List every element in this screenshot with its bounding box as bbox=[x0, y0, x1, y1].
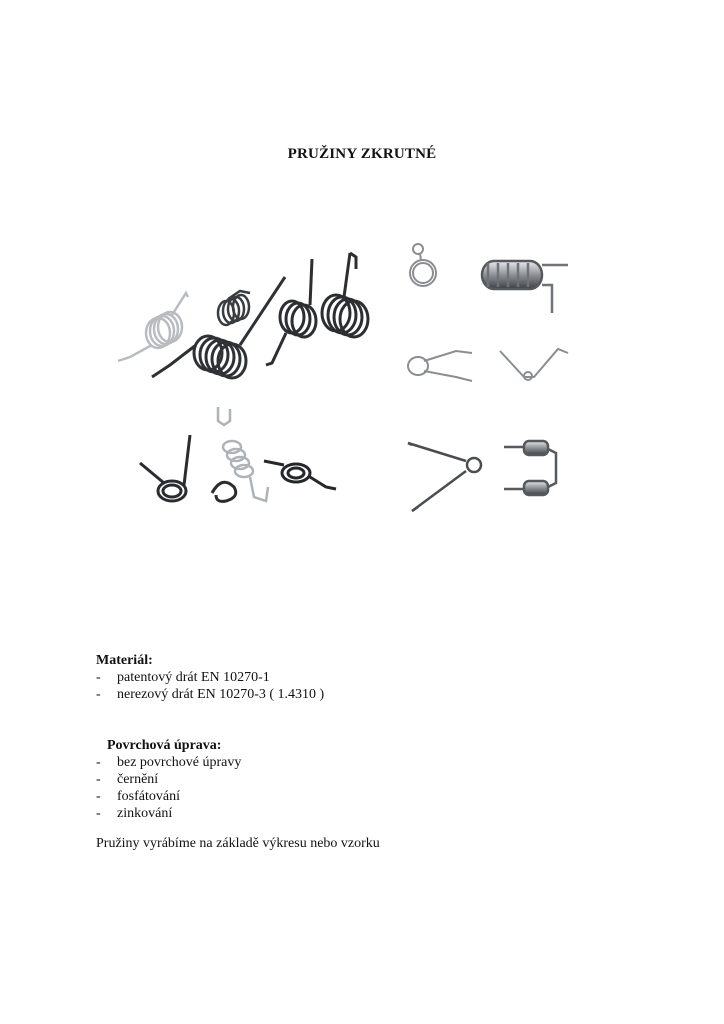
bullet-dash: - bbox=[96, 755, 101, 770]
spring-dark-long-leg-icon bbox=[152, 277, 285, 378]
spring-v-wide-icon bbox=[500, 349, 568, 380]
spring-flat-spiral-icon bbox=[140, 435, 236, 501]
material-section bbox=[96, 652, 324, 703]
bullet-dash: - bbox=[96, 789, 101, 804]
bullet-dash: - bbox=[96, 806, 101, 821]
surface-heading: Povrchová úprava: bbox=[107, 738, 222, 753]
surface-item-text: bez povrchové úpravy bbox=[117, 755, 242, 770]
spring-ring-icon bbox=[410, 244, 436, 286]
spring-dark-double-icon bbox=[266, 253, 368, 365]
spring-coil-leg-icon bbox=[482, 261, 568, 313]
spring-dark-flat-icon bbox=[264, 461, 336, 489]
bullet-dash: - bbox=[96, 772, 101, 787]
surface-item-text: fosfátování bbox=[117, 789, 180, 804]
bullet-dash: - bbox=[96, 670, 101, 685]
spring-v-long-icon bbox=[408, 443, 481, 511]
list-item bbox=[96, 686, 324, 703]
surface-list bbox=[96, 754, 241, 822]
bullet-dash: - bbox=[96, 687, 101, 702]
material-heading: Materiál: bbox=[96, 653, 153, 668]
torsion-springs-image bbox=[100, 225, 590, 520]
spring-dark-small-icon bbox=[218, 291, 250, 325]
production-note: Pružiny vyrábíme na základě výkresu nebo vzorku bbox=[96, 836, 380, 851]
spring-silver-small-icon bbox=[118, 293, 188, 361]
material-item-text: nerezový drát EN 10270-3 ( 1.4310 ) bbox=[117, 687, 325, 702]
material-list bbox=[96, 669, 324, 703]
list-item bbox=[96, 771, 241, 788]
surface-item-text: zinkování bbox=[117, 806, 173, 821]
list-item bbox=[96, 788, 241, 805]
spring-v-small-icon bbox=[408, 351, 472, 381]
page-title: PRUŽINY ZKRUTNÉ bbox=[287, 146, 437, 162]
list-item bbox=[96, 805, 241, 822]
surface-section bbox=[96, 737, 241, 822]
list-item bbox=[96, 754, 241, 771]
spring-silver-vertical-icon bbox=[218, 407, 268, 501]
surface-item-text: černění bbox=[117, 772, 159, 787]
list-item bbox=[96, 669, 324, 686]
material-item-text: patentový drát EN 10270-1 bbox=[117, 670, 270, 685]
spring-double-bracket-icon bbox=[504, 441, 556, 495]
